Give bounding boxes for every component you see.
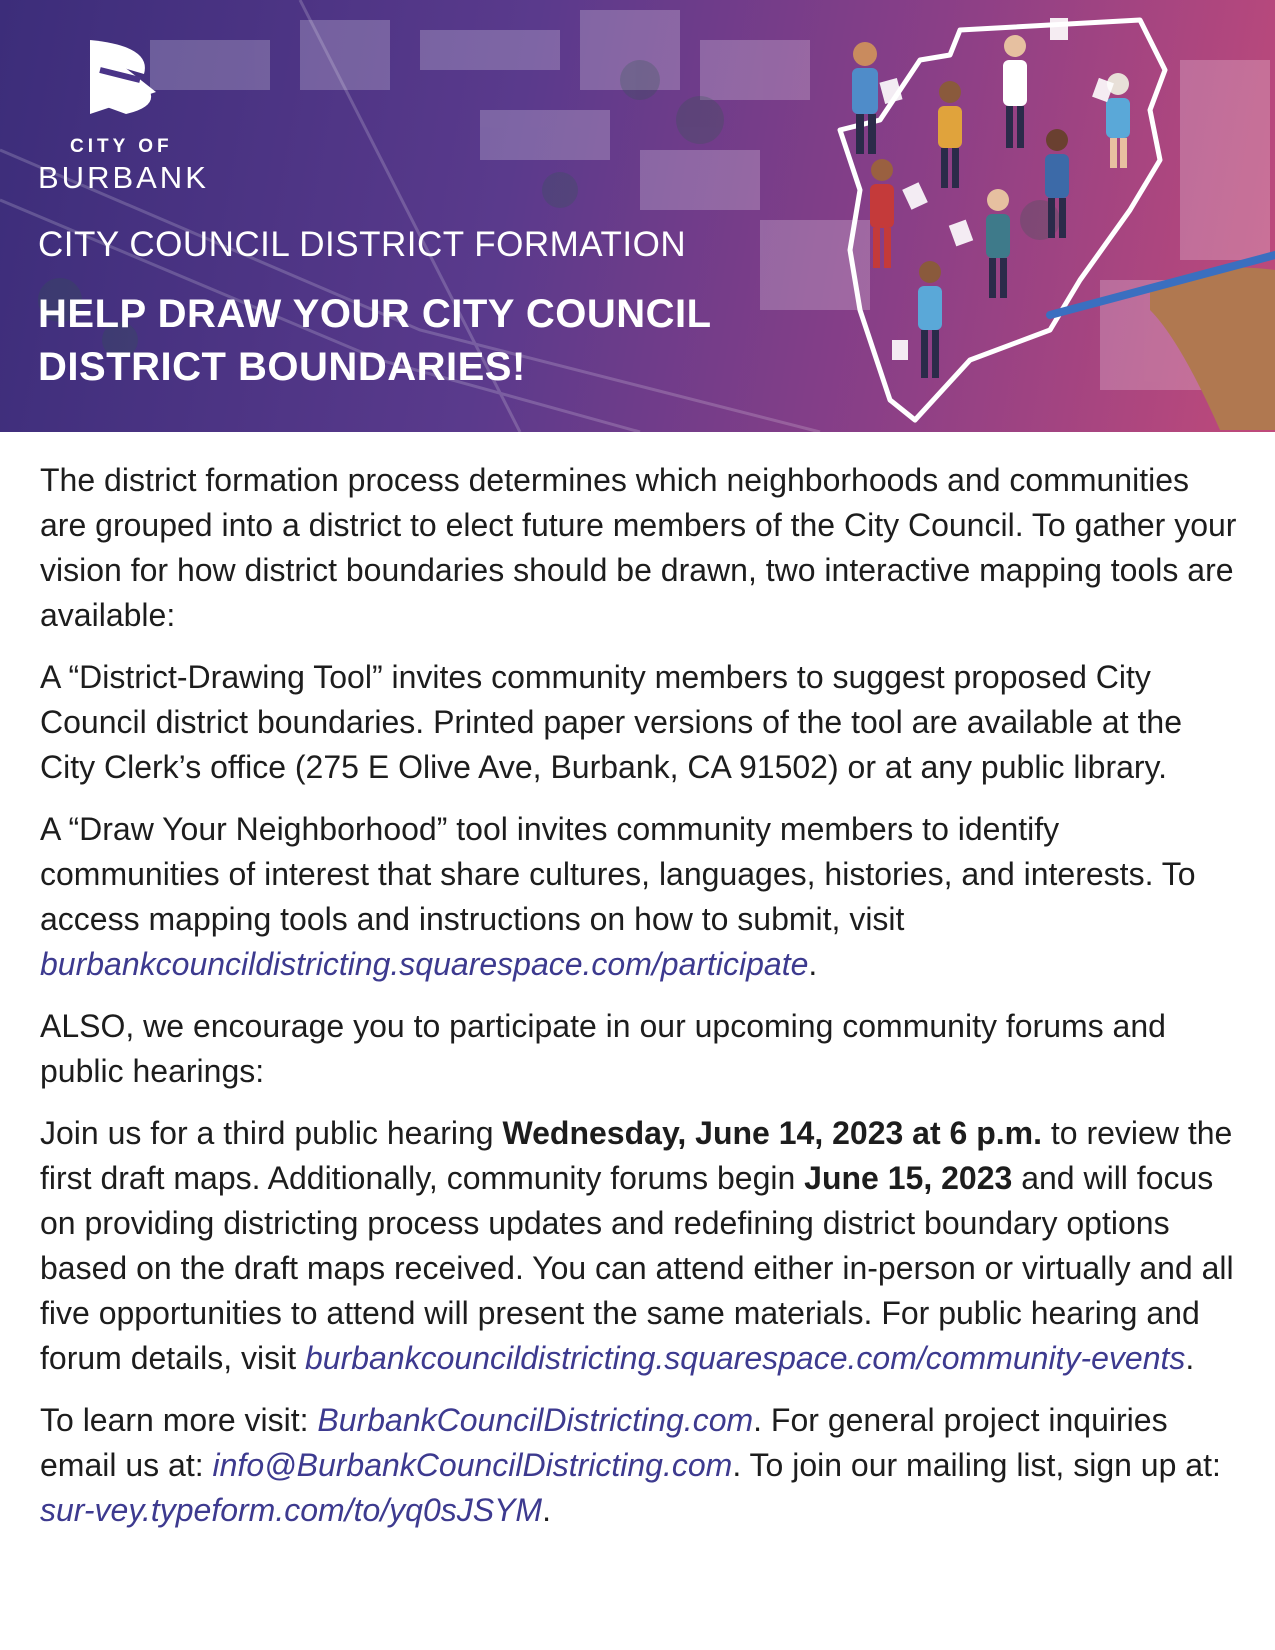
p6-text-a: To learn more visit: xyxy=(40,1402,318,1438)
p5-text-c: and will focus on providing districting process updates and redefining district boundary options based on the draft maps received. You can attend either in-person or virtually and all five opportunities to attend will present the same materials. For public hearing and forum details, visit xyxy=(40,1160,1234,1376)
p6-text-c: . To join our mailing list, sign up at: xyxy=(732,1447,1221,1483)
hand-with-pencil-icon xyxy=(1050,255,1275,430)
headline-line-1: HELP DRAW YOUR CITY COUNCIL xyxy=(38,292,712,336)
forum-start-date: June 15, 2023 xyxy=(804,1160,1013,1196)
burbank-logo-mark-icon xyxy=(86,36,160,118)
banner-headline xyxy=(38,288,838,394)
district-drawing-tool-paragraph: A “District-Drawing Tool” invites community members to suggest proposed City Council district boundaries. Printed paper versions of the tool are available at the City Clerk’s office (275 E Olive Ave, Burbank, CA 91502) or at any public library. xyxy=(40,659,1182,785)
learn-more-paragraph xyxy=(40,1398,1240,1533)
mailing-list-link[interactable]: sur-vey.typeform.com/to/yq0sJSYM xyxy=(40,1492,543,1528)
encourage-paragraph: ALSO, we encourage you to participate in our upcoming community forums and public hearings: xyxy=(40,1008,1166,1089)
body-content xyxy=(40,458,1240,1550)
logo-burbank-text: BURBANK xyxy=(38,160,209,195)
headline-line-2: DISTRICT BOUNDARIES! xyxy=(38,345,526,389)
city-of-burbank-logo xyxy=(38,36,218,196)
p3-text: A “Draw Your Neighborhood” tool invites community members to identify communities of interest that share cultures, languages, histories, and interests. To access mapping tools and instructions on how to submit, visit xyxy=(40,811,1196,937)
logo-city-of-text: CITY OF xyxy=(70,136,173,157)
p6-text-b: . For general project inquiries email us at: xyxy=(40,1402,1168,1483)
district-map-illustration xyxy=(820,10,1275,430)
intro-paragraph: The district formation process determines which neighborhoods and communities are grouped into a district to elect future members of the City Council. To gather your vision for how district boundaries should be drawn, two interactive mapping tools are available: xyxy=(40,462,1237,633)
p6-end: . xyxy=(542,1492,551,1528)
p3-end: . xyxy=(808,946,818,982)
hearing-date: Wednesday, June 14, 2023 at 6 p.m. xyxy=(502,1115,1042,1151)
p5-text-a: Join us for a third public hearing xyxy=(40,1115,503,1151)
public-hearing-paragraph xyxy=(40,1111,1240,1381)
website-link[interactable]: BurbankCouncilDistricting.com xyxy=(317,1402,754,1438)
banner-kicker: CITY COUNCIL DISTRICT FORMATION xyxy=(38,225,687,264)
p5-text-b: to review the first draft maps. Additionally, community forums begin xyxy=(40,1115,1233,1196)
draw-your-neighborhood-paragraph xyxy=(40,807,1240,987)
header-banner xyxy=(0,0,1275,432)
p5-end: . xyxy=(1185,1340,1195,1376)
email-link[interactable]: info@BurbankCouncilDistricting.com xyxy=(212,1447,733,1483)
community-events-link[interactable]: burbankcouncildistricting.squarespace.com/community-events xyxy=(304,1340,1186,1376)
participate-link[interactable]: burbankcouncildistricting.squarespace.com/participate xyxy=(40,946,809,982)
